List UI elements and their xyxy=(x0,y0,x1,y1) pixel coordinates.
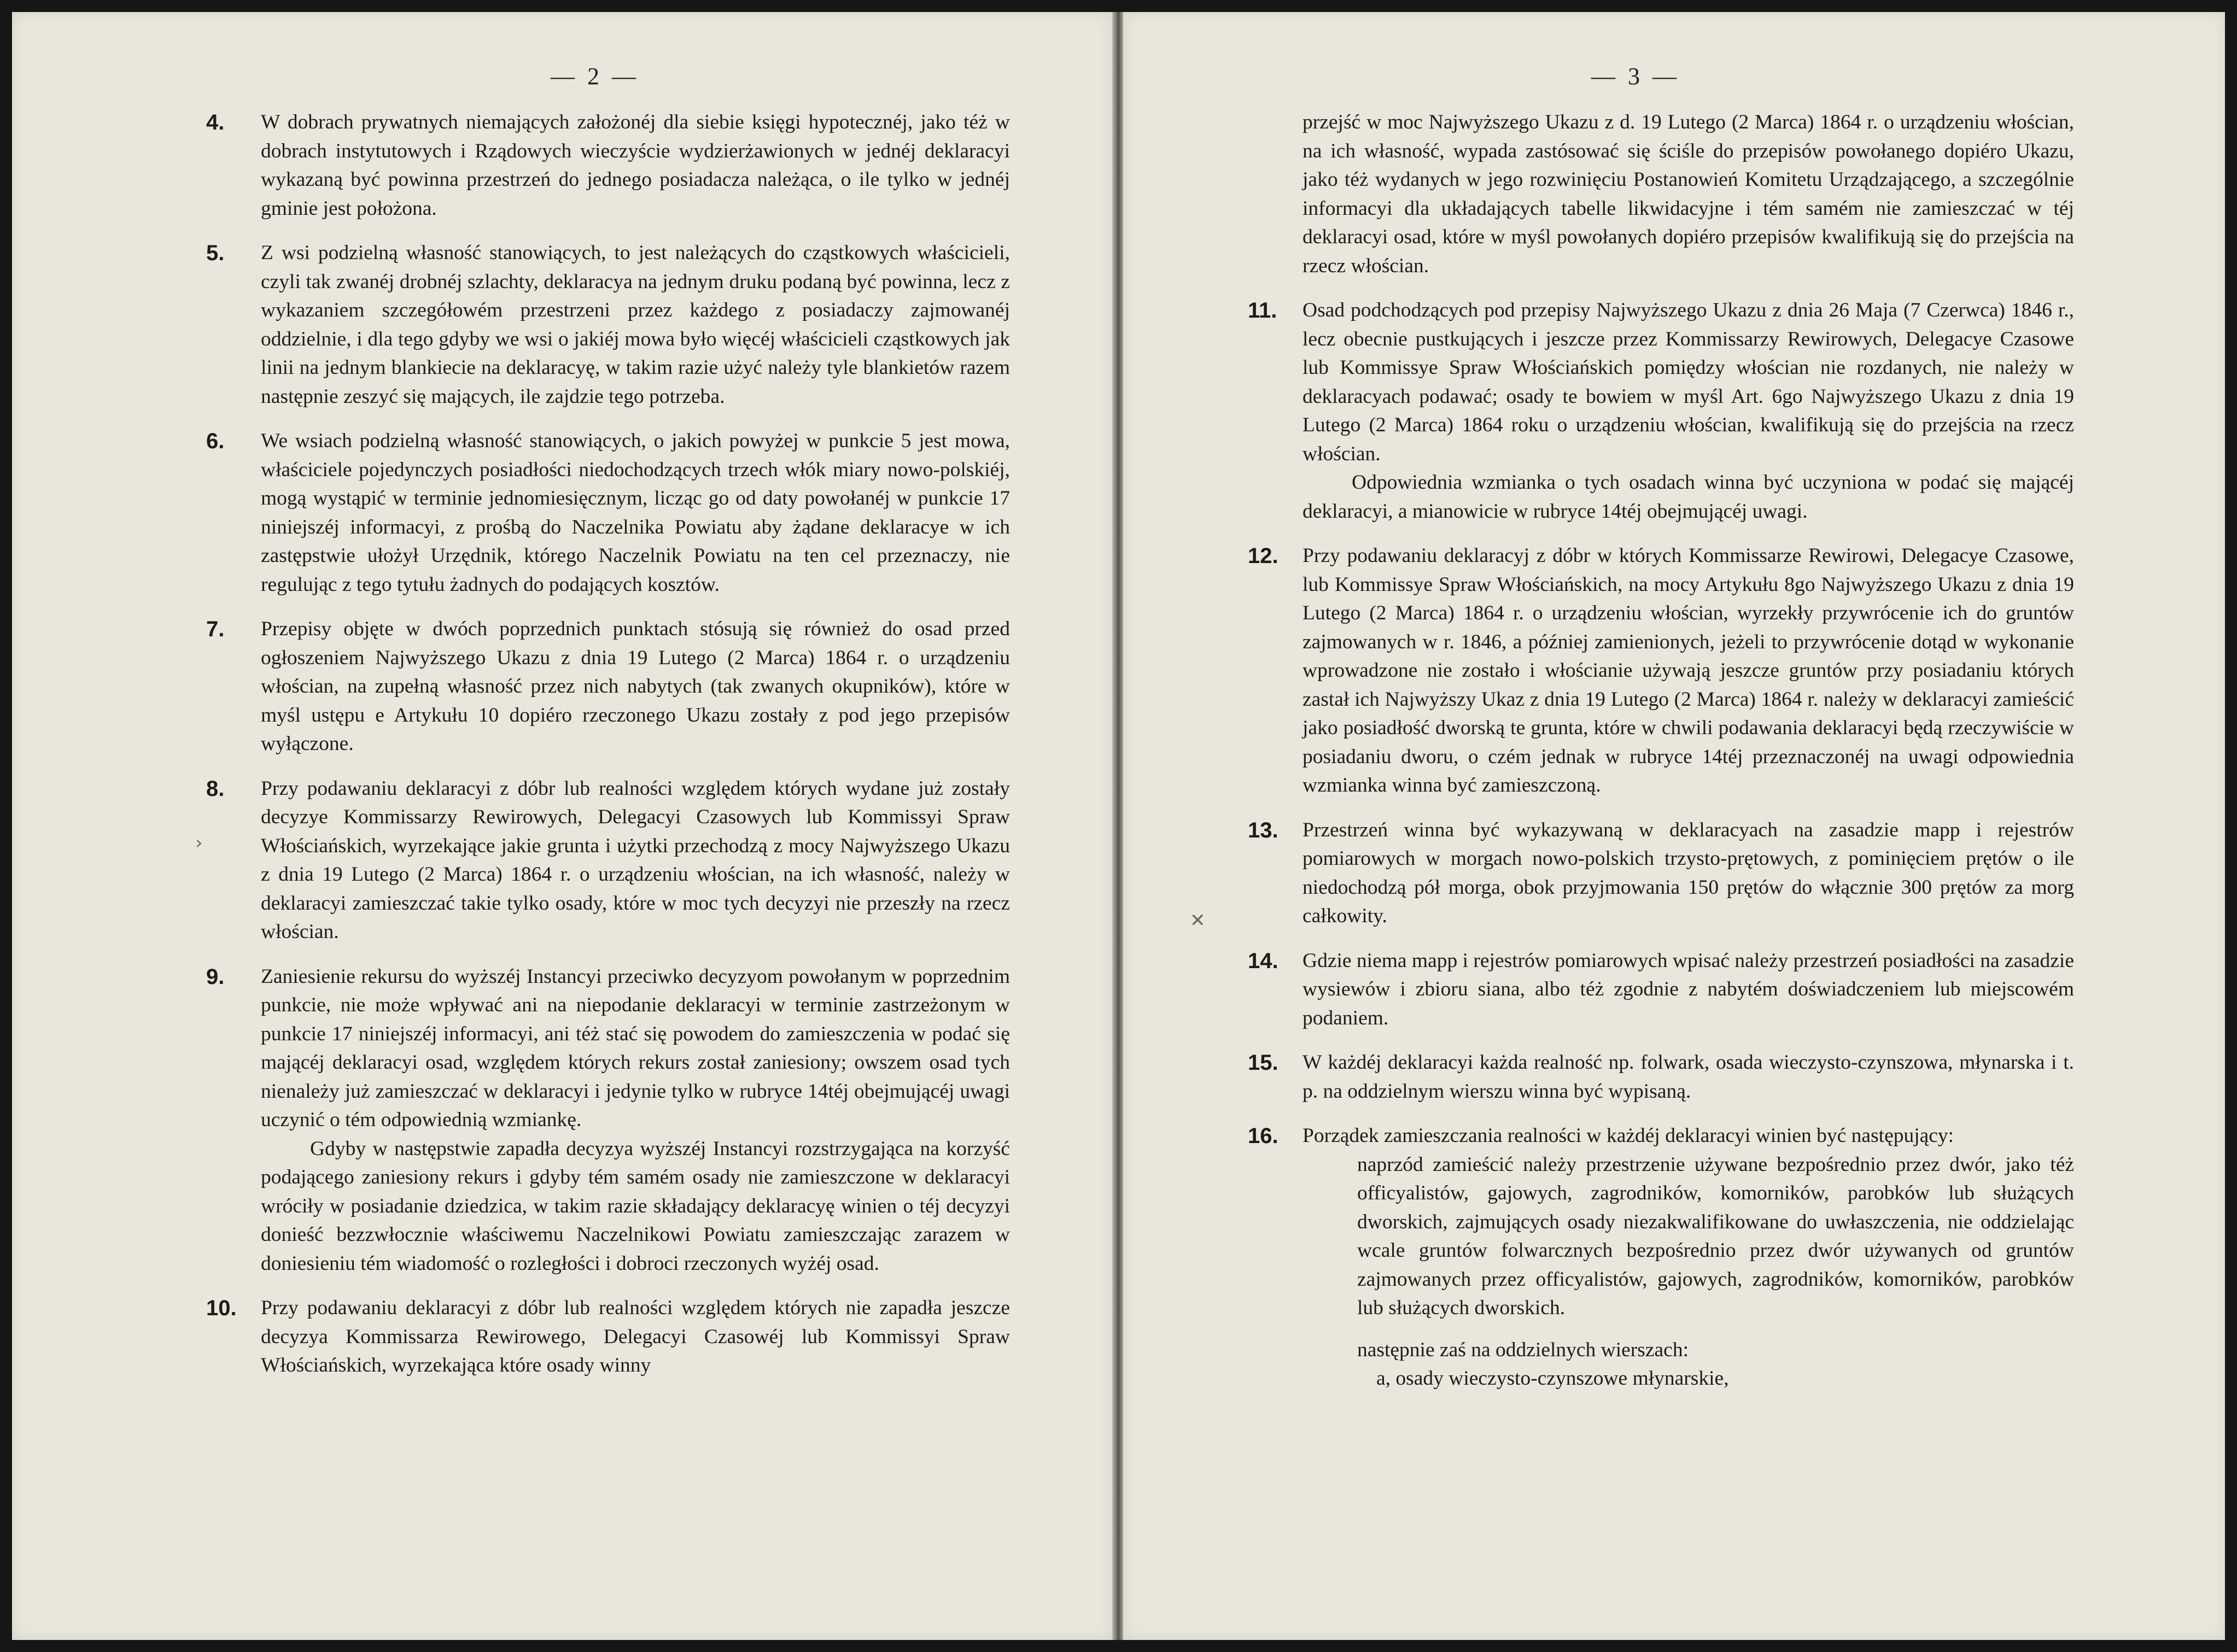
paragraph-15 xyxy=(1248,1048,2074,1106)
paragraph-number: 4. xyxy=(206,110,225,134)
paragraph-number: 6. xyxy=(206,429,225,453)
paragraph-16-first: naprzód zamieścić należy przestrzenie używane bezpośrednio przez dwór, jako téż officyalistów, gajowych, zagrodników, komorników, parobków lub służących dworskich, zajmujących osady niezakwalifikowane do uwłaszczenia, nie oddzielając wcale gruntów folwarcznych bezpośrednio przez dwór używanych od gruntów zajmowanych przez officyalistów, gajowych, zagrodników, komorników, parobków lub służących dworskich. xyxy=(1357,1153,2074,1319)
page-gutter xyxy=(1112,12,1123,1640)
paragraph-number: 15. xyxy=(1248,1051,1278,1075)
paragraph-text: Przy podawaniu deklaracyi z dóbr lub realności względem których wydane już zostały decyzye Kommissarzy Rewirowych, Delegacyi Czasowych lub Kommissyi Spraw Włościańskich, wyrzekające jakie grunta i użytki przechodzą z mocy Najwyższego Ukazu z dnia 19 Lutego (2 Marca) 1864 r. o urządzeniu włościan, na ich własność, należy w deklaracyi zamieszczać takie tylko osady, które w moc tych decyzyi nie przeszły na rzecz włościan. xyxy=(261,777,1010,943)
paragraph-12 xyxy=(1248,542,2074,800)
page-number: — 3 — xyxy=(1591,63,1680,90)
paragraph-number: 11. xyxy=(1248,298,1277,323)
paragraph-number: 12. xyxy=(1248,544,1278,568)
paragraph-10-continuation: przejść w moc Najwyższego Ukazu z d. 19 Lutego (2 Marca) 1864 r. o urządzeniu włościan, na ich własność, wypada zastósować się ściśle do przepisów powołanego dopiéro Ukazu, jako téż wydanych w jego rozwinięciu Postanowień Komitetu Urządzającego, a szczególnie informacyi dla układających tabelle likwidacyjne i tém samém nie zamieszczać w téj deklaracyi osad, które w myśl powołanych dopiéro przepisów kwalifikują się do przejścia na rzecz włościan. xyxy=(1303,111,2074,277)
paragraph-number: 8. xyxy=(206,776,225,801)
paragraph-7 xyxy=(206,615,1010,759)
left-page xyxy=(12,12,1112,1640)
paragraph-text: Przestrzeń winna być wykazywaną w deklaracyach na zasadzie mapp i rejestrów pomiarowych w morgach nowo-polskich trzysto-prętowych, z pominięciem prętów o ile niedochodzą pół morga, obok przyjmowania 150 prętów do włącznie 300 prętów za morg całkowity. xyxy=(1303,818,2074,927)
paragraph-16-item-a: a, osady wieczysto-czynszowe młynarskie, xyxy=(1376,1367,1729,1390)
paragraph-6 xyxy=(206,427,1010,599)
paragraph-text: Osad podchodzących pod przepisy Najwyższego Ukazu z dnia 26 Maja (7 Czerwca) 1846 r., lecz obecnie pustkujących i jeszcze przez Kommissarzy Rewirowych, Delegacye Czasowe lub Kommissye Spraw Włościańskich pomiędzy włościan nie rozdanych, nie należy w deklaracyach podawać; osady te bowiem w myśl Art. 6go Najwyższego Ukazu z dnia 19 Lutego (2 Marca) 1864 roku o urządzeniu włościan, kwalifikują się do przejścia na rzecz włościan. xyxy=(1303,299,2074,465)
paragraph-8 xyxy=(206,775,1010,947)
paragraph-number: 10. xyxy=(206,1296,237,1320)
paragraph-11 xyxy=(1248,296,2074,468)
paragraph-number: 13. xyxy=(1248,818,1278,842)
page-number: — 2 — xyxy=(551,63,639,90)
paragraph-16 xyxy=(1248,1122,2074,1151)
paragraph-9 xyxy=(206,963,1010,1135)
paragraph-text: We wsiach podzielną własność stanowiących, o jakich powyżej w punkcie 5 jest mowa, właściciele pojedynczych posiadłości niedochodzących trzech włók miary nowo-polskiéj, mogą wystąpić w terminie jednomiesięcznym, licząc go od daty powołanéj w punkcie 17 niniejszéj informacyi, z prośbą do Naczelnika Powiatu aby żądane deklaracye w ich zastępstwie ułożył Urzędnik, którego Naczelnik Powiatu na ten cel przeznaczy, nie regulując z tego tytułu żadnych do podających kosztów. xyxy=(261,430,1010,596)
paragraph-text: Z wsi podzielną własność stanowiących, to jest należących do cząstkowych właścicieli, czyli tak zwanéj drobnéj szlachty, deklaracya na jednym druku podaną być powinna, lecz z wykazaniem szczegółowém przestrzeni przez każdego z posiadaczy zajmowanéj oddzielnie, i dla tego gdyby we wsi o jakiéj mowa było więcéj właścicieli cząstkowych jak linii na jednym blankiecie na deklaracyę, w takim razie użyć należy tyle blankietów razem następnie zeszyć się mających, ile zajdzie tego potrzeba. xyxy=(261,242,1010,408)
paragraph-text: Gdzie niema mapp i rejestrów pomiarowych wpisać należy przestrzeń posiadłości na zasadzie wysiewów i zbioru siana, albo téż zgodnie z nabytém doświadczeniem lub miejscowém podaniem. xyxy=(1303,949,2074,1029)
pencil-mark: › xyxy=(195,832,203,854)
paragraph-number: 16. xyxy=(1248,1124,1278,1148)
paragraph-5 xyxy=(206,239,1010,411)
paragraph-number: 7. xyxy=(206,617,225,641)
paragraph-9-continuation: Gdyby w następstwie zapadła decyzya wyższéj Instancyi rozstrzygająca na korzyść podającego zaniesiony rekurs i gdyby tém samém osady nie zamieszczone w deklaracyi wróciły w posiadanie dziedzica, w takim razie składający deklaracyę winien o téj decyzyi donieść bezzwłocznie właściwemu Naczelnikowi Powiatu zamieszczając zarazem w doniesieniu tém wiadomość o rozległości i dobroci rzeczonych wyżéj osad. xyxy=(261,1137,1010,1275)
right-page xyxy=(1123,12,2225,1640)
paragraph-4 xyxy=(206,108,1010,223)
paragraph-number: 9. xyxy=(206,964,225,989)
paragraph-16-next: następnie zaś na oddzielnych wierszach: xyxy=(1357,1338,1689,1361)
paragraph-text: Porządek zamieszczania realności w każdéj deklaracyi winien być następujący: xyxy=(1303,1124,1954,1147)
text-column xyxy=(1248,108,2074,1409)
paragraph-text: W każdéj deklaracyi każda realność np. folwark, osada wieczysto-czynszowa, młynarska i t. p. na oddzielnym wierszu winna być wypisaną. xyxy=(1303,1051,2074,1103)
text-column xyxy=(206,108,1010,1396)
paragraph-text: W dobrach prywatnych niemających założonéj dla siebie księgi hypotecznéj, jako téż w dobrach instytutowych i Rządowych wieczyście wydzierżawionych w jednéj deklaracyi wykazaną być powinna przestrzeń do jednego posiadacza należąca, o ile tylko w jednéj gminie jest położona. xyxy=(261,111,1010,220)
pencil-mark: ✕ xyxy=(1190,910,1206,932)
paragraph-number: 5. xyxy=(206,241,225,265)
paragraph-text: Przy podawaniu deklaracyj z dóbr w których Kommissarze Rewirowi, Delegacye Czasowe, lub Kommissye Spraw Włościańskich, na mocy Artykułu 8go Najwyższego Ukazu z dnia 19 Lutego (2 Marca) 1864 r. o urządzeniu włościan, wyrzekły przywrócenie ich do gruntów zajmowanych w r. 1846, a później zamienionych, jeżeli to przywrócenie dotąd w wykonanie wprowadzone nie zostało i włościanie używają jeszcze gruntów przy posiadaniu których zastał ich Najwyższy Ukaz z dnia 19 Lutego (2 Marca) 1864 r. należy w deklaracyi zamieścić jako posiadłość dworską te grunta, które w chwili podawania deklaracyi będą rzeczywiście w posiadaniu dworu, o czém jednak w rubryce 14téj przeznaczonéj na uwagi odpowiednia wzmianka winna być zamieszczoną. xyxy=(1303,544,2074,796)
paragraph-text: Przy podawaniu deklaracyi z dóbr lub realności względem których nie zapadła jeszcze decyzya Kommissarza Rewirowego, Delegacyi Czasowéj lub Kommissyi Spraw Włościańskich, wyrzekająca które osady winny xyxy=(261,1297,1010,1376)
paragraph-10 xyxy=(206,1294,1010,1380)
paragraph-text: Przepisy objęte w dwóch poprzednich punktach stósują się również do osad przed ogłoszeniem Najwyższego Ukazu z dnia 19 Lutego (2 Marca) 1864 r. o urządzeniu włościan, na zupełną własność przez nich nabytych (tak zwanych okupników), które w myśl ustępu e Artykułu 10 dopiéro rzeczonego Ukazu zostały z pod jego przepisów wyłączone. xyxy=(261,618,1010,755)
paragraph-13 xyxy=(1248,816,2074,931)
paragraph-text: Zaniesienie rekursu do wyższéj Instancyi przeciwko decyzyom powołanym w poprzednim punkcie, nie może wpływać ani na niepodanie deklaracyi w terminie zastrzeżonym w punkcie 17 niniejszéj informacyi, ani téż stać się powodem do zamieszczenia w podać się mającéj deklaracyi osad, względem których rekurs został zaniesiony; owszem osad tych nienależy już zamieszczać w deklaracyi i jedynie tylko w rubryce 14téj obejmującéj uwagi uczynić o tém odpowiednią wzmiankę. xyxy=(261,965,1010,1131)
paragraph-11-continuation: Odpowiednia wzmianka o tych osadach winna być uczyniona w podać się mającéj deklaracyi, a mianowicie w rubryce 14téj obejmującéj uwagi. xyxy=(1303,471,2074,523)
paragraph-14 xyxy=(1248,947,2074,1033)
paragraph-number: 14. xyxy=(1248,948,1278,973)
